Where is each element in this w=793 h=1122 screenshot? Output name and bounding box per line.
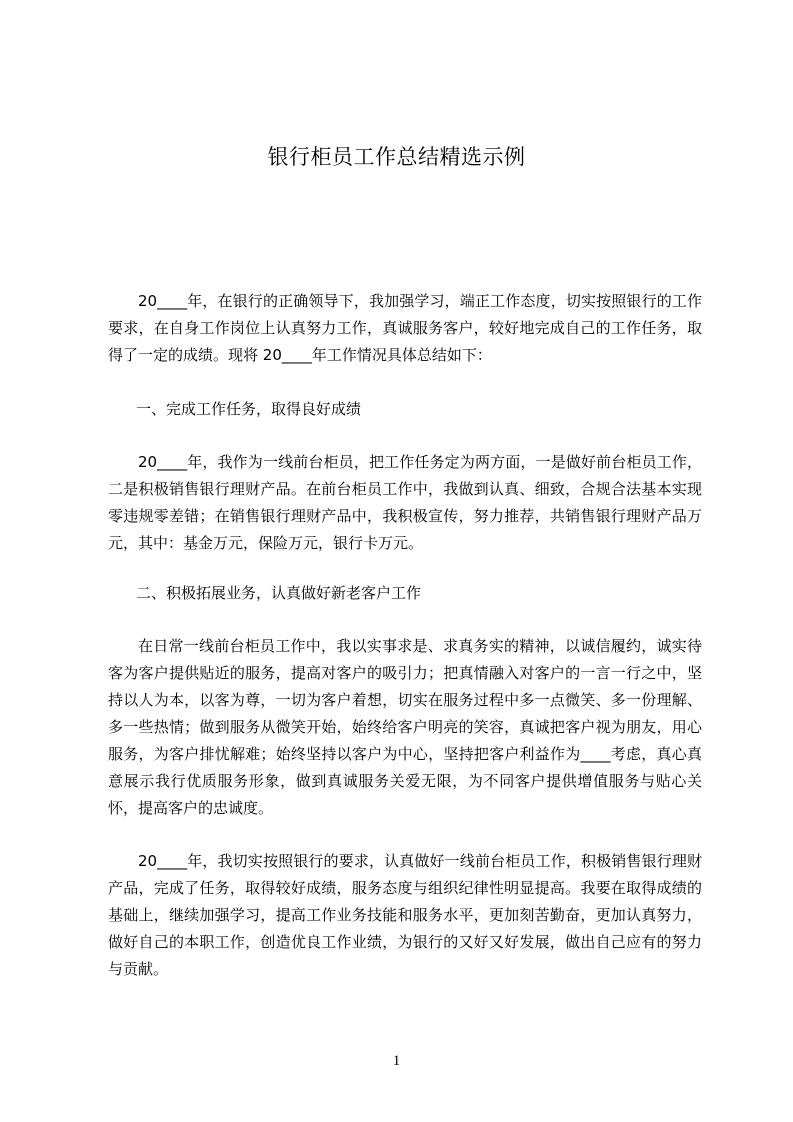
- section-2-text: 在日常一线前台柜员工作中，我以实事求是、求真务实的精神，以诚信履约，诚实待客为客户提供贴近的服务，提高对客户的吸引力；把真情融入对客户的一言一行之中，坚持以人为本，以客为尊，一切为客户着想，切实在服务过程中多一点微笑、多一份理解、多一些热情；做到服务从微笑开始，始终给客户明亮的笑容，真诚把客户视为朋友，用心服务，为客户排忧解难；始终坚持以客户为中心，坚持把客户利益作为____考虑，真心真意展示我行优质服务形象，做到真诚服务关爱无限，为不同客户提供增值服务与贴心关怀，提高客户的忠诚度。: [108, 637, 702, 817]
- section-2-paragraph: [108, 633, 702, 822]
- intro-paragraph: [108, 288, 702, 369]
- page-number: 1: [392, 1053, 401, 1069]
- intro-text: 20____年，在银行的正确领导下，我加强学习，端正工作态度，切实按照银行的工作要求，在自身工作岗位上认真努力工作，真诚服务客户，较好地完成自己的工作任务，取得了一定的成绩。现将 20____年工作情况具体总结如下：: [108, 292, 702, 364]
- page-title: 银行柜员工作总结精选示例: [267, 145, 526, 169]
- section-1-heading: 一、完成工作任务，取得良好成绩: [136, 400, 362, 418]
- section-2-heading: 二、积极拓展业务，认真做好新老客户工作: [136, 584, 422, 602]
- section-1-paragraph: [108, 449, 702, 557]
- section-1-text: 20____年，我作为一线前台柜员，把工作任务定为两方面，一是做好前台柜员工作，二是积极销售银行理财产品。在前台柜员工作中，我做到认真、细致，合规合法基本实现零违规零差错；在销售银行理财产品中，我积极宣传，努力推荐，共销售银行理财产品万元，其中：基金万元，保险万元，银行卡万元。: [108, 453, 702, 552]
- section-1-heading-block: [108, 396, 702, 423]
- closing-paragraph: [108, 848, 702, 983]
- closing-text: 20____年，我切实按照银行的要求，认真做好一线前台柜员工作，积极销售银行理财产品，完成了任务，取得较好成绩，服务态度与组织纪律性明显提高。我要在取得成绩的基础上，继续加强学习，提高工作业务技能和服务水平，更加刻苦勤奋，更加认真努力，做好自己的本职工作，创造优良工作业绩，为银行的又好又好发展，做出自己应有的努力与贡献。: [108, 852, 702, 978]
- section-2-heading-block: [108, 580, 702, 607]
